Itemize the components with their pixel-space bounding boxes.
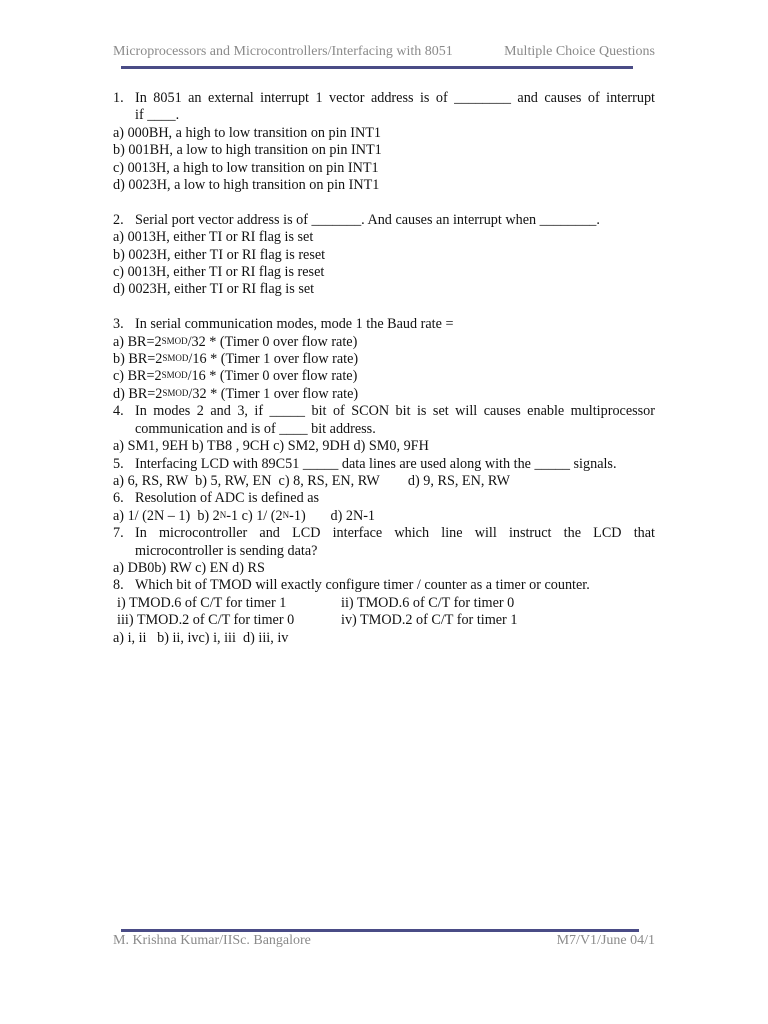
option-a: a) $BR=2^{SMOD}/32$ * (Timer 0 over flow rate) <box>113 333 358 350</box>
question-stem: Which bit of TMOD will exactly configure timer / counter as a timer or counter. <box>135 577 590 594</box>
question-number: 5. <box>113 455 124 472</box>
header-course-title: Microprocessors and Microcontrollers/Interfacing with 8051 <box>113 44 453 59</box>
question-1 <box>113 90 655 194</box>
question-4 <box>113 403 655 455</box>
question-stem: Resolution of ADC is defined as <box>135 490 320 507</box>
option-b: b) 001BH, a low to high transition on pin INT1 <box>113 142 382 159</box>
option-b: b) 0023H, either TI or RI flag is reset <box>113 246 326 263</box>
statement-iii: iii) TMOD.2 of C/T for timer 0 <box>117 612 295 629</box>
question-3 <box>113 316 655 403</box>
header-divider <box>121 66 633 69</box>
question-number: 8. <box>113 577 124 594</box>
option-c: c) 0013H, a high to low transition on pin INT1 <box>113 159 379 176</box>
question-number: 3. <box>113 316 124 333</box>
question-stem: In modes 2 and 3, if _____ bit of SCON bit is set will causes enable multiprocessor <box>135 403 655 420</box>
question-stem: In microcontroller and LCD interface which line will instruct the LCD that <box>135 525 655 542</box>
statement-iv: iv) TMOD.2 of C/T for timer 1 <box>341 612 518 629</box>
question-stem-continued: if ____. <box>135 107 180 124</box>
options-row: a) 6, RS, RW b) 5, RW, EN c) 8, RS, EN, RW d) 9, RS, EN, RW <box>113 472 511 489</box>
header-section-title: Multiple Choice Questions <box>504 44 655 59</box>
options-row: a) SM1, 9EH b) TB8 , 9CH c) SM2, 9DH d) SM0, 9FH <box>113 438 429 455</box>
statement-row <box>113 612 655 629</box>
statement-ii: ii) TMOD.6 of C/T for timer 0 <box>341 594 515 611</box>
question-5 <box>113 456 655 491</box>
question-stem: Interfacing LCD with 89C51 _____ data lines are used along with the _____ signals. <box>135 455 617 472</box>
question-number: 7. <box>113 525 124 542</box>
footer-divider <box>121 929 639 932</box>
question-8 <box>113 577 655 647</box>
question-stem: In serial communication modes, mode 1 the Baud rate = <box>135 316 454 333</box>
question-number: 2. <box>113 211 124 228</box>
question-number: 6. <box>113 490 124 507</box>
footer-author: M. Krishna Kumar/IISc. Bangalore <box>113 933 311 948</box>
option-a: a) 0013H, either TI or RI flag is set <box>113 229 314 246</box>
question-2 <box>113 212 655 299</box>
option-a: a) 000BH, a high to low transition on pin INT1 <box>113 124 381 141</box>
options-row: a) i, ii b) ii, ivc) i, iii d) iii, iv <box>113 629 289 646</box>
option-c: c) $BR=2^{SMOD}/16$ * (Timer 0 over flow rate) <box>113 368 358 385</box>
option-b: b) $BR=2^{SMOD}/16$ * (Timer 1 over flow rate) <box>113 351 359 368</box>
options-row: a) DB0b) RW c) EN d) RS <box>113 559 265 576</box>
options-row: a) 1/ (2N – 1) b) $2^N-1$ c) 1/ $(2^N-1)$ d) 2N-1 <box>113 507 376 524</box>
question-stem: Serial port vector address is of _______. And causes an interrupt when ________. <box>135 211 600 228</box>
question-stem-continued: communication and is of ____ bit address. <box>135 420 376 437</box>
option-c: c) 0013H, either TI or RI flag is reset <box>113 264 325 281</box>
question-list <box>113 90 655 647</box>
question-number: 4. <box>113 403 124 420</box>
question-number: 1. <box>113 90 124 106</box>
statement-row <box>113 595 655 612</box>
question-stem-continued: microcontroller is sending data? <box>135 542 318 559</box>
statement-i: i) TMOD.6 of C/T for timer 1 <box>117 594 287 611</box>
option-d: d) $BR=2^{SMOD}/32$ * (Timer 1 over flow rate) <box>113 385 359 402</box>
question-stem: In 8051 an external interrupt 1 vector address is of ________ and causes of interrupt <box>135 90 655 106</box>
option-d: d) 0023H, either TI or RI flag is set <box>113 281 315 298</box>
question-7 <box>113 525 655 577</box>
question-6 <box>113 490 655 525</box>
footer-page-code: M7/V1/June 04/1 <box>556 933 655 948</box>
option-d: d) 0023H, a low to high transition on pin INT1 <box>113 177 380 194</box>
